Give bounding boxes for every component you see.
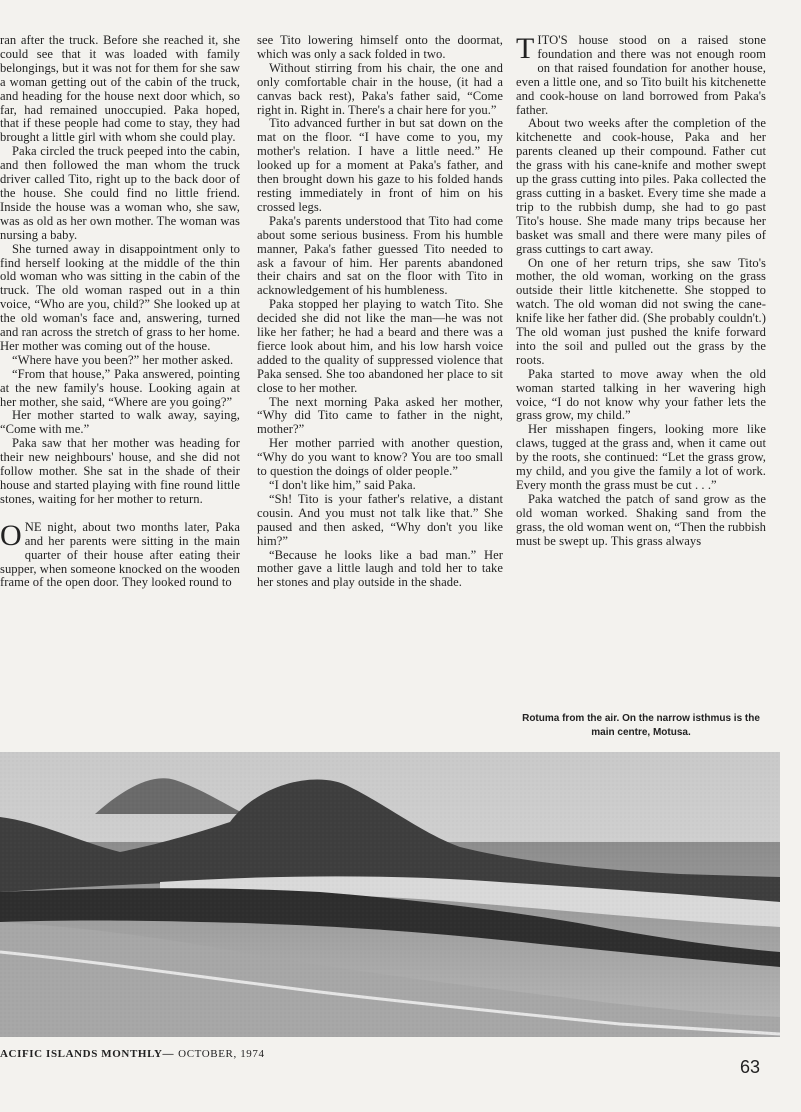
paragraph: Tito advanced further in but sat down on the mat on the floor. “I have come to you, my mother's relation. I have a little need.” He looked up for a moment at Paka's father, and then brought down his gaze to his folded hands resting immediately in front of him on his crossed legs. <box>257 116 503 214</box>
section-start <box>516 34 766 117</box>
drop-cap: T <box>516 32 535 65</box>
issue-date: OCTOBER, 1974 <box>178 1048 265 1060</box>
drop-cap: O <box>0 518 22 552</box>
paragraph: “I don't like him,” said Paka. <box>269 478 416 492</box>
paragraph: “From that house,” Paka answered, pointing at the new family's house. Looking again at her mother, she said, “Where are you going?” <box>0 366 240 409</box>
paragraph: “Sh! Tito is your father's relative, a distant cousin. And you must not talk like that.” She paused and then asked, “Why don't you like him?” <box>257 491 503 548</box>
section-text: NE night, about two months later, Paka and her parents were sitting in the main quarter of their house after eating their supper, when someone knocked on the wooden frame of the open door. They looked round to <box>0 519 240 590</box>
page-number: 63 <box>740 1057 761 1077</box>
paragraph: On one of her return trips, she saw Tito's mother, the old woman, working on the grass outside their little kitchenette. She stopped to watch. The old woman did not swing the cane-knife like her father did. (She probably couldn't.) The old woman just pushed the knife forward into the soil and pulled out the grass by the roots. <box>516 255 766 367</box>
column-3 <box>516 34 766 549</box>
page-footer <box>0 1048 265 1060</box>
magazine-name: ACIFIC ISLANDS MONTHLY— <box>0 1048 175 1060</box>
aerial-photo <box>0 752 780 1037</box>
section-start <box>0 518 240 591</box>
paragraph: Paka's parents understood that Tito had come about some serious business. From his humble manner, Paka's father guessed Tito needed to ask a favour of him. Her parents abandoned their chairs and sat on the floor with Tito in acknowledgement of his humbleness. <box>257 213 503 298</box>
paragraph: Paka started to move away when the old woman started talking in her wavering high voice, “I do not know why your father lets the grass grow, my child.” <box>516 366 766 423</box>
paragraph: Paka circled the truck peeped into the cabin, and then followed the man whom the truck driver called Tito, right up to the back door of the house. She could find no little friend. Inside the house was a woman who, she saw, was as old as her own mother. The woman was nursing a baby. <box>0 144 240 242</box>
paragraph: About two weeks after the completion of the kitchenette and cook-house, Paka and her parents cleaned up their compound. Father cut the grass with his cane-knife and mother swept up the grass cutting into piles. Paka collected the grass cutting in a basket. Every time she made a trip to the rubbish dump, she had to go past Tito's house. She made many trips because her basket was small and there were many piles of grass cuttings to cart away. <box>516 116 766 256</box>
paragraph: see Tito lowering himself onto the doormat, which was only a sack folded in two. <box>257 33 503 61</box>
column-1 <box>0 34 240 590</box>
paragraph: Her mother parried with another question, “Why do you want to know? You are too small to question the doings of older people.” <box>257 436 503 479</box>
paragraph: Paka saw that her mother was heading for their new neighbours' house, and she did not follow mother. She sat in the shade of their house and started playing with fine round little stones, waiting for her mother to return. <box>0 436 240 506</box>
paragraph: Without stirring from his chair, the one and only comfortable chair in the house, (it had a canvas back rest), Paka's father said, “Come right in. Right in. There's a chair here for you.” <box>257 60 503 117</box>
paragraph: “Where have you been?” her mother asked. <box>12 352 234 367</box>
paragraph: Her mother started to walk away, saying, “Come with me.” <box>0 408 240 437</box>
section-text: ITO'S house stood on a raised stone foundation and there was not enough room on that raised foundation for another house, even a little one, and so Tito built his kitchenette and cook-house on land borrowed from Paka's father. <box>516 33 766 117</box>
paragraph: “Because he looks like a bad man.” Her mother gave a little laugh and told her to take her stones and play outside in the shade. <box>257 547 503 590</box>
paragraph: Paka watched the patch of sand grow as the old woman worked. Shaking sand from the grass, the old woman went on, “Then the rubbish must be swept up. This grass always <box>516 491 766 548</box>
paragraph: She turned away in disappointment only to find herself looking at the middle of the thin old woman who was sitting in the cabin of the truck. The old woman rasped out in a thin voice, “Who are you, child?” She looked up at the old woman's face and, answering, turned and ran across the stretch of grass to her home. Her mother was coming out of the house. <box>0 241 240 353</box>
paragraph: The next morning Paka asked her mother, “Why did Tito came to father in the night, mother?” <box>257 394 503 437</box>
paragraph: Her misshapen fingers, looking more like claws, tugged at the grass and, when it came out by the roots, she continued: “Let the grass grow, my child, and you give the family a lot of work. Every month the grass must be cut . . .” <box>516 422 766 492</box>
column-2 <box>257 34 503 590</box>
paragraph: Paka stopped her playing to watch Tito. She decided she did not like the man—he was not like her father; he had a beard and there was a fierce look about him, and his low harsh voice added to the quality of suppressed violence that Paka sensed. She too abandoned her place to sit close to her mother. <box>257 297 503 395</box>
photo-caption: Rotuma from the air. On the narrow isthmus is the main centre, Motusa. <box>522 713 760 738</box>
paragraph: ran after the truck. Before she reached it, she could see that it was loaded with family belongings, but it was not for them for she saw a woman getting out of the cabin of the truck, and heading for the house next door which, so far, had remained unoccupied. Paka hoped, that if these people had come to stay, they had brought a little girl with whom she could play. <box>0 33 240 145</box>
